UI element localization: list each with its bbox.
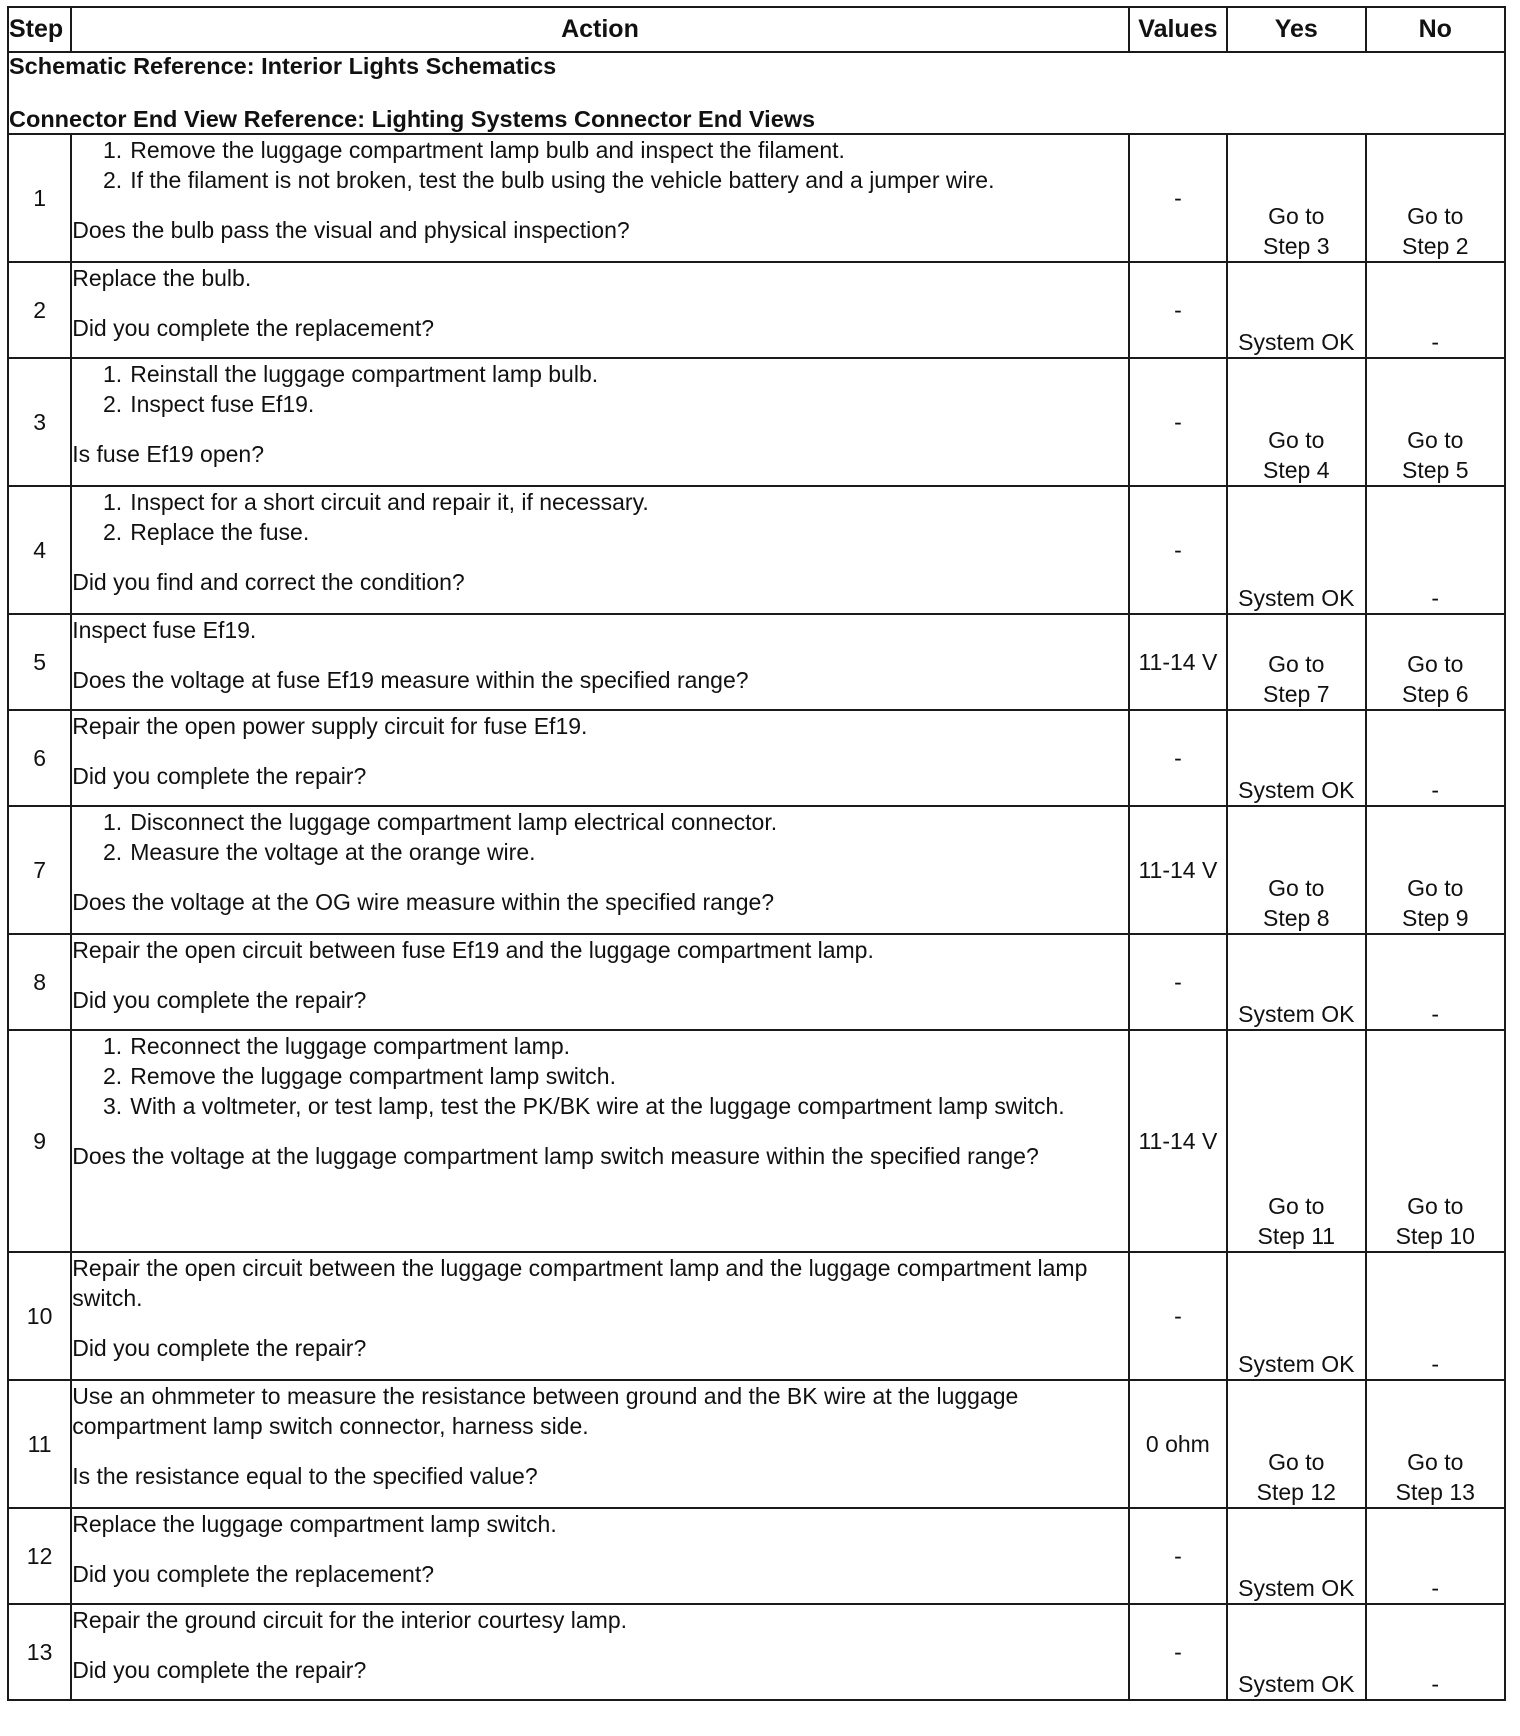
value-cell: -	[1129, 1252, 1227, 1380]
value-cell: -	[1129, 1508, 1227, 1604]
action-text: Repair the open power supply circuit for fuse Ef19.	[72, 713, 588, 739]
procedure-item-text: Disconnect the luggage compartment lamp electrical connector.	[130, 809, 778, 835]
procedure-item-number: 1.	[103, 361, 123, 387]
no-result-cell	[1366, 486, 1505, 614]
no-result-line: -	[1431, 777, 1440, 803]
procedure-item	[72, 487, 1128, 517]
value-cell: 0 ohm	[1129, 1380, 1227, 1508]
action-cell	[71, 134, 1129, 262]
no-result-line: Go to	[1407, 651, 1464, 677]
procedure-item	[72, 1031, 1128, 1061]
yes-result-cell	[1227, 358, 1365, 486]
action-question: Is fuse Ef19 open?	[72, 441, 265, 467]
no-result-line: -	[1431, 1001, 1440, 1027]
value-cell: -	[1129, 710, 1227, 806]
no-result-line: Go to	[1407, 875, 1464, 901]
action-cell	[71, 1252, 1129, 1380]
reference-row	[8, 52, 1505, 134]
procedure-list	[72, 487, 1128, 547]
no-result-line: Go to	[1407, 1449, 1464, 1475]
action-cell	[71, 486, 1129, 614]
table-row	[8, 486, 1505, 614]
action-cell	[71, 1380, 1129, 1508]
action-cell	[71, 934, 1129, 1030]
step-number: 1	[8, 134, 71, 262]
yes-result-cell	[1227, 1252, 1365, 1380]
procedure-item-number: 1.	[103, 489, 123, 515]
procedure-item-text: Reinstall the luggage compartment lamp bulb.	[130, 361, 599, 387]
step-number: 3	[8, 358, 71, 486]
table-row	[8, 614, 1505, 710]
table-row	[8, 358, 1505, 486]
header-step: Step	[8, 7, 71, 52]
procedure-item-number: 2.	[103, 167, 123, 193]
yes-result-line: System OK	[1238, 329, 1355, 355]
procedure-item-number: 3.	[103, 1093, 123, 1119]
action-question: Did you complete the repair?	[72, 1335, 367, 1361]
step-number: 12	[8, 1508, 71, 1604]
procedure-item-text: Remove the luggage compartment lamp bulb and inspect the filament.	[130, 137, 845, 163]
yes-result-line: Step 7	[1263, 681, 1330, 707]
value-cell: -	[1129, 134, 1227, 262]
yes-result-cell	[1227, 710, 1365, 806]
table-row	[8, 1380, 1505, 1508]
yes-result-cell	[1227, 934, 1365, 1030]
table-row	[8, 134, 1505, 262]
action-text: Use an ohmmeter to measure the resistance between ground and the BK wire at the luggage compartment lamp switch connector, harness side.	[72, 1383, 1019, 1439]
no-result-line: -	[1431, 585, 1440, 611]
value-cell: -	[1129, 486, 1227, 614]
yes-result-cell	[1227, 1030, 1365, 1252]
procedure-item-number: 2.	[103, 839, 123, 865]
step-number: 10	[8, 1252, 71, 1380]
no-result-line: Go to	[1407, 1193, 1464, 1219]
table-row	[8, 1508, 1505, 1604]
no-result-cell	[1366, 134, 1505, 262]
action-text: Repair the open circuit between fuse Ef19 and the luggage compartment lamp.	[72, 937, 874, 963]
step-number: 6	[8, 710, 71, 806]
yes-result-line: System OK	[1238, 777, 1355, 803]
action-text: Repair the ground circuit for the interior courtesy lamp.	[72, 1607, 628, 1633]
no-result-cell	[1366, 1252, 1505, 1380]
no-result-line: Go to	[1407, 203, 1464, 229]
procedure-item-number: 2.	[103, 391, 123, 417]
procedure-list	[72, 135, 1128, 195]
procedure-list	[72, 1031, 1128, 1121]
yes-result-cell	[1227, 486, 1365, 614]
action-question: Did you complete the repair?	[72, 987, 367, 1013]
table-row	[8, 934, 1505, 1030]
procedure-item	[72, 1061, 1128, 1091]
header-action: Action	[71, 7, 1129, 52]
yes-result-cell	[1227, 614, 1365, 710]
yes-result-line: System OK	[1238, 585, 1355, 611]
no-result-cell	[1366, 358, 1505, 486]
diagnostic-table	[7, 6, 1506, 1701]
action-text: Replace the bulb.	[72, 265, 252, 291]
action-cell	[71, 1030, 1129, 1252]
procedure-item-text: Reconnect the luggage compartment lamp.	[130, 1033, 571, 1059]
procedure-item-text: Measure the voltage at the orange wire.	[130, 839, 536, 865]
no-result-line: -	[1431, 329, 1440, 355]
procedure-item-number: 2.	[103, 1063, 123, 1089]
action-text: Repair the open circuit between the luggage compartment lamp and the luggage compartment lamp switch.	[72, 1255, 1088, 1311]
step-number: 8	[8, 934, 71, 1030]
procedure-item	[72, 517, 1128, 547]
procedure-list	[72, 359, 1128, 419]
yes-result-line: Step 12	[1256, 1479, 1336, 1505]
step-number: 7	[8, 806, 71, 934]
procedure-item-number: 2.	[103, 519, 123, 545]
yes-result-line: Go to	[1268, 875, 1325, 901]
value-cell: 11-14 V	[1129, 806, 1227, 934]
yes-result-cell	[1227, 262, 1365, 358]
procedure-item-text: With a voltmeter, or test lamp, test the PK/BK wire at the luggage compartment lamp switch.	[130, 1093, 1065, 1119]
no-result-cell	[1366, 1508, 1505, 1604]
yes-result-line: System OK	[1238, 1351, 1355, 1377]
procedure-item-number: 1.	[103, 809, 123, 835]
reference-cell	[8, 52, 1505, 134]
procedure-item-text: Inspect fuse Ef19.	[130, 391, 315, 417]
procedure-item	[72, 837, 1128, 867]
action-question: Does the bulb pass the visual and physical inspection?	[72, 217, 630, 243]
yes-result-line: Step 3	[1263, 233, 1330, 259]
table-row	[8, 806, 1505, 934]
schematic-reference: Schematic Reference: Interior Lights Schematics	[9, 53, 557, 79]
no-result-line: Step 9	[1402, 905, 1469, 931]
action-question: Did you complete the repair?	[72, 763, 367, 789]
procedure-item	[72, 1091, 1128, 1121]
yes-result-line: System OK	[1238, 1671, 1355, 1697]
step-number: 5	[8, 614, 71, 710]
no-result-cell	[1366, 934, 1505, 1030]
no-result-line: -	[1431, 1671, 1440, 1697]
step-number: 9	[8, 1030, 71, 1252]
no-result-cell	[1366, 1030, 1505, 1252]
yes-result-line: Step 4	[1263, 457, 1330, 483]
yes-result-line: System OK	[1238, 1575, 1355, 1601]
header-yes: Yes	[1227, 7, 1365, 52]
step-number: 2	[8, 262, 71, 358]
table-row	[8, 1604, 1505, 1700]
yes-result-line: Go to	[1268, 1449, 1325, 1475]
no-result-cell	[1366, 1604, 1505, 1700]
no-result-line: -	[1431, 1351, 1440, 1377]
no-result-line: Step 2	[1402, 233, 1469, 259]
procedure-item-text: Replace the fuse.	[130, 519, 310, 545]
action-question: Does the voltage at the OG wire measure within the specified range?	[72, 889, 775, 915]
no-result-cell	[1366, 806, 1505, 934]
action-question: Did you find and correct the condition?	[72, 569, 465, 595]
procedure-item-text: If the filament is not broken, test the bulb using the vehicle battery and a jumper wire.	[130, 167, 995, 193]
no-result-line: Go to	[1407, 427, 1464, 453]
action-cell	[71, 710, 1129, 806]
table-row	[8, 710, 1505, 806]
yes-result-cell	[1227, 1604, 1365, 1700]
procedure-list	[72, 807, 1128, 867]
action-text: Replace the luggage compartment lamp switch.	[72, 1511, 557, 1537]
no-result-cell	[1366, 1380, 1505, 1508]
action-cell	[71, 614, 1129, 710]
value-cell: 11-14 V	[1129, 1030, 1227, 1252]
connector-reference: Connector End View Reference: Lighting Systems Connector End Views	[9, 106, 816, 132]
value-cell: 11-14 V	[1129, 614, 1227, 710]
yes-result-cell	[1227, 134, 1365, 262]
no-result-cell	[1366, 262, 1505, 358]
table-row	[8, 1030, 1505, 1252]
no-result-cell	[1366, 710, 1505, 806]
action-cell	[71, 262, 1129, 358]
step-number: 11	[8, 1380, 71, 1508]
action-question: Does the voltage at fuse Ef19 measure within the specified range?	[72, 667, 749, 693]
value-cell: -	[1129, 934, 1227, 1030]
action-cell	[71, 1604, 1129, 1700]
action-question: Did you complete the replacement?	[72, 315, 435, 341]
yes-result-line: Step 11	[1257, 1223, 1336, 1249]
no-result-line: Step 13	[1395, 1479, 1475, 1505]
no-result-line: Step 6	[1402, 681, 1469, 707]
action-cell	[71, 358, 1129, 486]
yes-result-line: System OK	[1238, 1001, 1355, 1027]
yes-result-line: Go to	[1268, 427, 1325, 453]
yes-result-cell	[1227, 1380, 1365, 1508]
procedure-item	[72, 359, 1128, 389]
no-result-cell	[1366, 614, 1505, 710]
no-result-line: Step 10	[1395, 1223, 1475, 1249]
header-values: Values	[1129, 7, 1227, 52]
action-text: Inspect fuse Ef19.	[72, 617, 257, 643]
action-question: Is the resistance equal to the specified value?	[72, 1463, 538, 1489]
table-row	[8, 262, 1505, 358]
action-cell	[71, 1508, 1129, 1604]
action-question: Does the voltage at the luggage compartment lamp switch measure within the specified range?	[72, 1143, 1039, 1169]
procedure-item-text: Remove the luggage compartment lamp switch.	[130, 1063, 616, 1089]
value-cell: -	[1129, 262, 1227, 358]
yes-result-line: Go to	[1268, 1193, 1325, 1219]
no-result-line: -	[1431, 1575, 1440, 1601]
step-number: 13	[8, 1604, 71, 1700]
procedure-item	[72, 165, 1128, 195]
value-cell: -	[1129, 358, 1227, 486]
procedure-item-number: 1.	[103, 137, 123, 163]
yes-result-line: Go to	[1268, 203, 1325, 229]
action-question: Did you complete the replacement?	[72, 1561, 435, 1587]
no-result-line: Step 5	[1402, 457, 1469, 483]
procedure-item-number: 1.	[103, 1033, 123, 1059]
procedure-item	[72, 389, 1128, 419]
yes-result-cell	[1227, 1508, 1365, 1604]
header-no: No	[1366, 7, 1505, 52]
procedure-item	[72, 135, 1128, 165]
step-number: 4	[8, 486, 71, 614]
header-row	[8, 7, 1505, 52]
action-cell	[71, 806, 1129, 934]
value-cell: -	[1129, 1604, 1227, 1700]
yes-result-line: Step 8	[1263, 905, 1330, 931]
procedure-item-text: Inspect for a short circuit and repair it, if necessary.	[130, 489, 649, 515]
procedure-item	[72, 807, 1128, 837]
yes-result-cell	[1227, 806, 1365, 934]
action-question: Did you complete the repair?	[72, 1657, 367, 1683]
yes-result-line: Go to	[1268, 651, 1325, 677]
table-row	[8, 1252, 1505, 1380]
